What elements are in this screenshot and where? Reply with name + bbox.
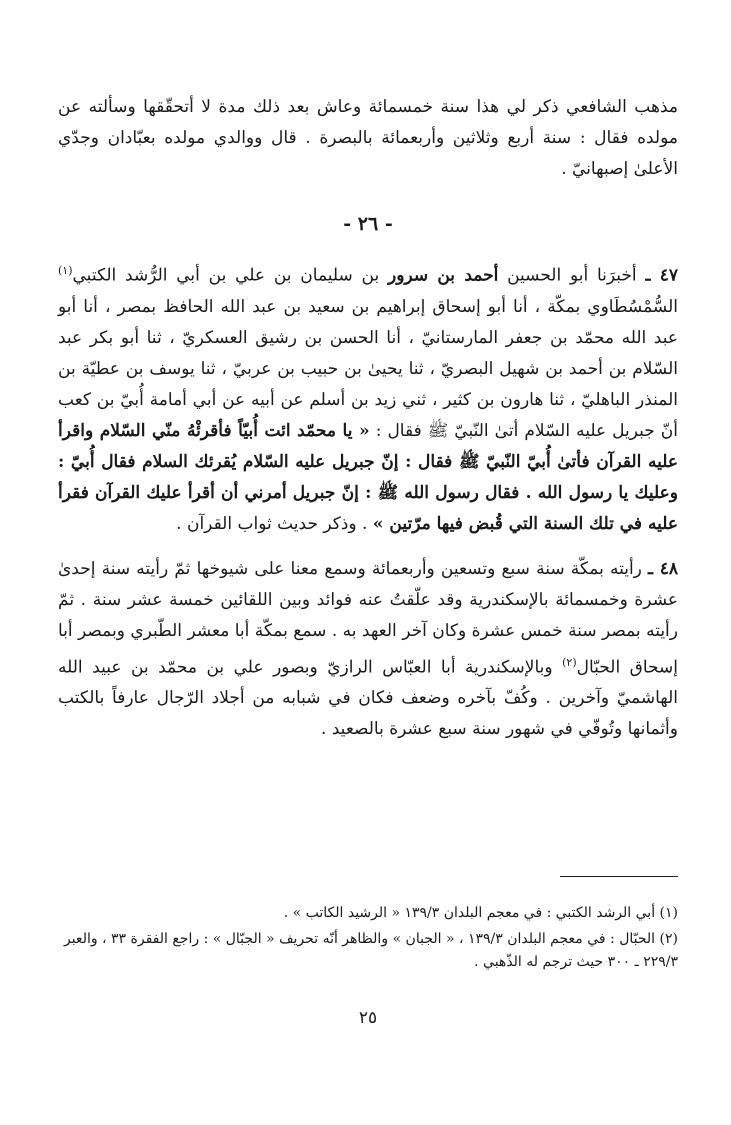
entry-48-text-a: رأيته بمكّة سنة سبع وتسعين وأربعمائة وسمع معنا على شيوخها ثمّ رأيته سنة إحدىٰ عشرة وخمسمائة بالإسكندرية وقد علّقتُ عنه فوائد وبين اللقائين خمسة عشر سنة . ثمّ رأيته بمصر سنة خمس عشرة وكان آخر العهد به . سمع بمكّة أبا معشر الطّبري وبمصر أبا إسحاق الحبّال	[58, 558, 678, 678]
entry-47-lead: أخبرَنا أبو الحسين	[507, 265, 637, 286]
entry-47-name: أحمد بن سرور	[388, 265, 499, 286]
entry-47-hadith: « يا محمّد ائت أُبيّاً فأقرئْهُ منّي السّلام واقرأ عليه القرآن فأتىٰ أُبيّ النّبيّ ﷺ فقال : إنّ جبريل عليه السّلام يُقرئك السلام فقال أُبيّ : وعليك يا رسول الله . فقال رسول الله ﷺ : إنّ جبريل أمرني أن أقرأ عليك القرآن فقرأ عليه في تلك السنة التي قُبض فيها مرّتين »	[58, 420, 678, 534]
entry-48-number: ٤٨ ـ	[648, 558, 678, 579]
footnote-rule	[560, 876, 678, 877]
section-number: - ٢٦ -	[343, 213, 393, 235]
entry-47-number: ٤٧ ـ	[645, 265, 678, 286]
entry-48	[58, 554, 678, 746]
footnote-ref-1: (١)	[58, 264, 73, 277]
book-page	[58, 92, 678, 1102]
top-paragraph-text: مذهب الشافعي ذكر لي هذا سنة خمسمائة وعاش بعد ذلك مدة لا أتحقّقها وسألته عن مولده فقال : سنة أربع وثلاثين وأربعمائة بالبصرة . قال ووالدي مولده بعبّادان وجدّي الأعلىٰ إصبهانيّ .	[58, 97, 678, 179]
footnote-2: (٢) الحبّال : في معجم البلدان ١٣٩/٣ ، « الجبان » والظاهر أنّه تحريف « الجبّال » : راجع الفقرة ٣٣ ، والعبر ٢٢٩/٣ ـ ٣٠٠ حيث ترجم له الذّهبي .	[63, 931, 678, 970]
footnote-1: (١) أبي الرشد الكتبي : في معجم البلدان ١٣٩/٣ « الرشيد الكاتب » .	[283, 905, 678, 921]
footnote-ref-2: (٢)	[562, 655, 577, 669]
entry-47-text-b: السُّمْسُطَاوي بمكّة ، أنا أبو إسحاق إبراهيم بن سعيد بن عبد الله الحافظ بمصر ، أنا أبو عبد الله محمّد بن جعفر المارستانيّ ، أنا الحسن بن رشيق العسكريّ ، ثنا أبو بكر عبد السّلام بن أحمد بن شهيل البصريّ ، ثنا يحيىٰ بن حبيب بن عربيّ ، ثنا يوسف بن عطيّة بن المنذر الباهليّ ، ثنا هارون بن كثير ، ثني زيد بن أسلم عن أبيه عن أبي أمامة أُبيّ بن كعب أنّ جبريل عليه السّلام أتىٰ النّبيّ ﷺ فقال :	[58, 296, 679, 441]
entry-48-text-b: وبالإسكندرية أبا العبّاس الرازيّ وبصور علي بن محمّد بن عبيد الله الهاشميّ وآخرين . وكُفّ بآخره وضعف فكان في شبابه من أجلاد الرّجال عارفاً بالكتب وأثمانها وتُوفّي في شهور سنة سبع عشرة بالصعيد .	[58, 657, 678, 740]
entry-47-text-a: بن سليمان بن علي بن أبي الرُّشد الكتبي	[72, 265, 380, 286]
entry-47	[58, 255, 678, 540]
page-number: ٢٥	[358, 1008, 378, 1028]
top-paragraph	[58, 92, 678, 185]
entry-47-tail: . وذكر حديث ثواب القرآن .	[176, 513, 368, 534]
